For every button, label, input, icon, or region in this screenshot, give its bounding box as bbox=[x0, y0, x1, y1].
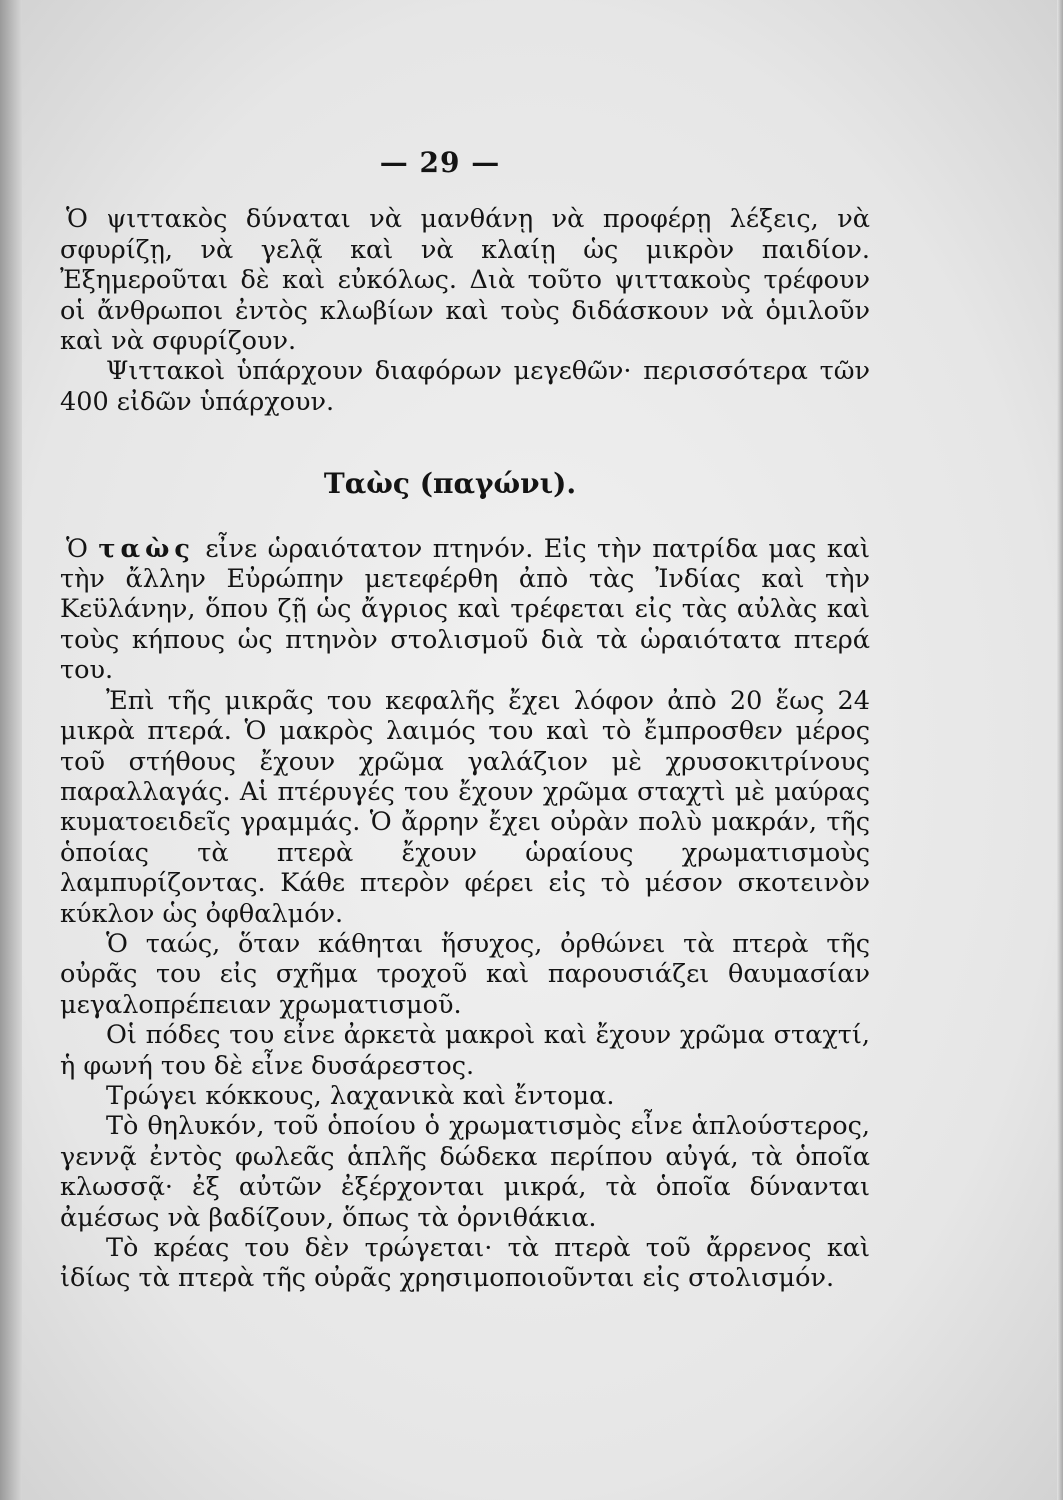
paragraph-peacock-3: Ὁ ταώς, ὅταν κάθηται ἥσυχος, ὀρθώνει τὰ πτερὰ τῆς οὐρᾶς του εἰς σχῆμα τροχοῦ καὶ παρουσιάζει θαυμασίαν μεγαλοπρέπειαν χρωματισμοῦ. bbox=[60, 928, 870, 1020]
paragraph-peacock-7: Τὸ κρέας του δὲν τρώγεται· τὰ πτερὰ τοῦ ἄρρενος καὶ ἰδίως τὰ πτερὰ τῆς οὐρᾶς χρησιμοποιοῦνται εἰς στολισμόν. bbox=[60, 1233, 870, 1294]
section-heading: Ταὼς (παγώνι). bbox=[323, 467, 577, 501]
paragraph-peacock-4: Οἱ πόδες του εἶνε ἀρκετὰ μακροὶ καὶ ἔχουν χρῶμα σταχτί, ἡ φωνή του δὲ εἶνε δυσάρεστος. bbox=[60, 1020, 870, 1081]
paragraph-peacock-6: Τὸ θηλυκόν, τοῦ ὁποίου ὁ χρωματισμὸς εἶνε ἁπλούστερος, γεννᾷ ἐντὸς φωλεᾶς ἁπλῆς δώδεκα περίπου αὐγά, τὰ ὁποῖα κλωσσᾷ· ἐξ αὐτῶν ἐξέρχονται μικρά, τὰ ὁποῖα δύνανται ἀμέσως νὰ βαδίζουν, ὅπως τὰ ὀρνιθάκια. bbox=[60, 1111, 870, 1233]
paragraph-rest: εἶνε ὡραιότατον πτηνόν. Εἰς τὴν πατρίδα μας καὶ τὴν ἄλλην Εὐρώπην μετεφέρθη ἀπὸ τὰς Ἰνδίας καὶ τὴν Κεϋλάνην, ὅπου ζῇ ὡς ἄγριος καὶ τρέφεται εἰς τὰς αὐλὰς καὶ τοὺς κήπους ὡς πτηνὸν στολισμοῦ διὰ τὰ ὡραιότατα πτερά του. bbox=[60, 533, 870, 686]
paragraph-peacock-2: Ἐπὶ τῆς μικρᾶς του κεφαλῆς ἔχει λόφον ἀπὸ 20 ἕως 24 μικρὰ πτερά. Ὁ μακρὸς λαιμός του καὶ τὸ ἔμπροσθεν μέρος τοῦ στήθους ἔχουν χρῶμα γαλάζιον μὲ χρυσοκιτρίνους παραλλαγάς. Αἱ πτέρυγές του ἔχουν χρῶμα σταχτὶ μὲ μαύρας κυματοειδεῖς γραμμάς. Ὁ ἄρρην ἔχει οὐρὰν πολὺ μακράν, τῆς ὁποίας τὰ πτερὰ ἔχουν ὡραίους χρωματισμοὺς λαμπυρίζοντας. Κάθε πτερὸν φέρει εἰς τὸ μέσον σκοτεινὸν κύκλον ὡς ὀφθαλμόν. bbox=[60, 685, 870, 929]
paragraph-parrot-2: Ψιττακοὶ ὑπάρχουν διαφόρων μεγεθῶν· περισσότερα τῶν 400 εἰδῶν ὑπάρχουν. bbox=[60, 356, 870, 417]
emphasized-term: ταὼς bbox=[98, 533, 195, 564]
paragraph-lead: Ὁ bbox=[66, 533, 88, 564]
page-gutter-shadow bbox=[0, 0, 22, 1500]
page-number: — 29 — bbox=[379, 146, 501, 179]
page-content bbox=[60, 148, 870, 1294]
page-edge-shadow bbox=[1057, 0, 1063, 1500]
paragraph-peacock-5: Τρώγει κόκκους, λαχανικὰ καὶ ἔντομα. bbox=[106, 1080, 615, 1111]
paragraph-parrot-1: Ὁ ψιττακὸς δύναται νὰ μανθάνῃ νὰ προφέρῃ λέξεις, νὰ σφυρίζῃ, νὰ γελᾷ καὶ νὰ κλαίῃ ὡς μικρὸν παιδίον. Ἐξημεροῦται δὲ καὶ εὐκόλως. Διὰ τοῦτο ψιττακοὺς τρέφουν οἱ ἄνθρωποι ἐντὸς κλωβίων καὶ τοὺς διδάσκουν νὰ ὁμιλοῦν καὶ νὰ σφυρίζουν. bbox=[60, 204, 870, 357]
paragraph-peacock-1 bbox=[60, 534, 870, 686]
